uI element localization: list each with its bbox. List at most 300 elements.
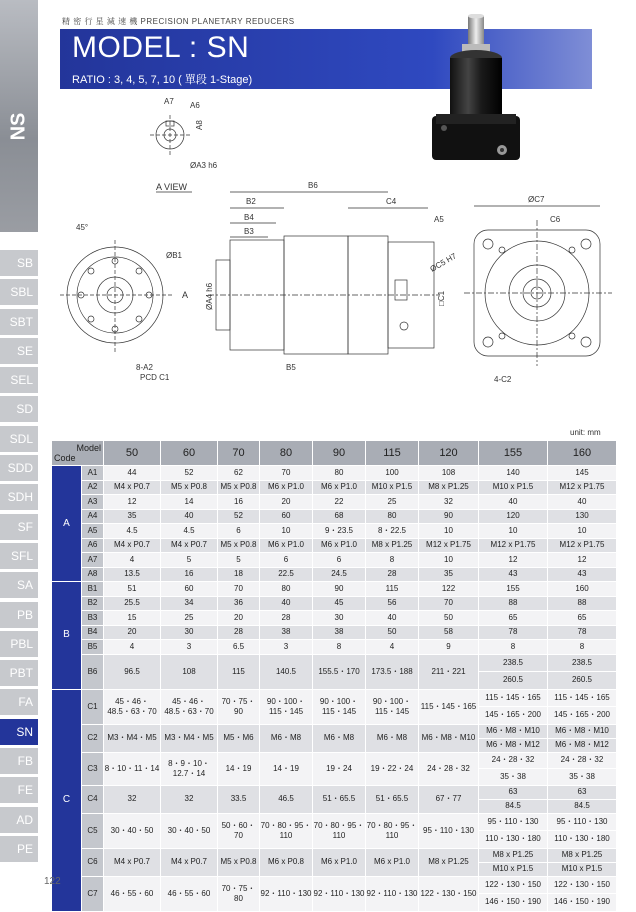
table-row-c1 xyxy=(52,689,617,724)
value-cell: 115 xyxy=(218,654,260,689)
value-cell: 70 xyxy=(260,466,313,481)
value-cell: 78 xyxy=(548,625,617,640)
value-cell: 8・10・11・14 xyxy=(104,752,161,785)
value-cell xyxy=(548,876,617,911)
label-c6: C6 xyxy=(550,215,561,224)
table-row-a7 xyxy=(52,553,617,568)
value-cell: 80 xyxy=(366,509,419,524)
page-subtitle: 精 密 行 星 減 速 機 PRECISION PLANETARY REDUCERS xyxy=(62,17,295,26)
value-cell: 44 xyxy=(104,466,161,481)
value-cell: 56 xyxy=(366,596,419,611)
value-cell: M6・M8 xyxy=(366,724,419,752)
value-cell: 108 xyxy=(161,654,218,689)
model-header-155: 155 xyxy=(479,441,548,466)
value-cell: M4 x P0.7 xyxy=(161,848,218,876)
sidebar-item-sdl[interactable]: SDL xyxy=(0,426,38,452)
value-cell: 211・221 xyxy=(419,654,479,689)
table-row-c7 xyxy=(52,876,617,911)
model-header-60: 60 xyxy=(161,441,218,466)
sidebar-item-sf[interactable]: SF xyxy=(0,514,38,540)
code-cell: C3 xyxy=(82,752,104,785)
value-cell: 8 xyxy=(313,640,366,655)
flange-view-drawing xyxy=(429,195,613,384)
value-cell-part: M10 x P1.5 xyxy=(561,864,603,873)
value-cell xyxy=(548,724,617,752)
value-cell: 90・100・115・145 xyxy=(366,689,419,724)
value-cell xyxy=(479,848,548,876)
value-cell: 130 xyxy=(548,509,617,524)
label-c5: ØC5 H7 xyxy=(428,251,459,274)
value-cell: 90 xyxy=(313,582,366,597)
value-cell: 15 xyxy=(104,611,161,626)
value-cell: 45・46・48.5・63・70 xyxy=(161,689,218,724)
table-row-c6 xyxy=(52,848,617,876)
value-cell xyxy=(548,752,617,785)
value-cell-part: 122・130・150 xyxy=(548,877,616,895)
value-cell: M5 x P0.8 xyxy=(218,848,260,876)
value-cell: 30・40・50 xyxy=(161,813,218,848)
value-cell-part: 115・145・165 xyxy=(548,690,616,708)
label-a3: ØA3 h6 xyxy=(190,161,218,170)
value-cell: 90・100・115・145 xyxy=(313,689,366,724)
code-cell: B6 xyxy=(82,654,104,689)
code-cell: B5 xyxy=(82,640,104,655)
value-cell: 50 xyxy=(366,625,419,640)
value-cell: 70・75・80 xyxy=(218,876,260,911)
value-cell: 12 xyxy=(104,495,161,510)
value-cell: 46.5 xyxy=(260,785,313,813)
model-header-80: 80 xyxy=(260,441,313,466)
code-cell: A1 xyxy=(82,466,104,481)
value-cell: 36 xyxy=(218,596,260,611)
value-cell: 8 xyxy=(366,553,419,568)
value-cell: 38 xyxy=(260,625,313,640)
code-cell: C5 xyxy=(82,813,104,848)
value-cell: M8 x P1.25 xyxy=(419,480,479,495)
value-cell: 46・55・60 xyxy=(104,876,161,911)
ratio-text: RATIO : 3, 4, 5, 7, 10 ( 單段 1-Stage) xyxy=(72,74,253,86)
value-cell-part: 110・130・180 xyxy=(554,834,610,844)
label-pcd-a1: 8-A2 xyxy=(136,363,153,372)
value-cell: 160 xyxy=(548,582,617,597)
value-cell: M5 x P0.8 xyxy=(161,480,218,495)
value-cell: 68 xyxy=(313,509,366,524)
label-a: A xyxy=(182,290,189,300)
value-cell: M12 x P1.75 xyxy=(419,538,479,553)
value-cell: 19・22・24 xyxy=(366,752,419,785)
table-row-a1 xyxy=(52,466,617,481)
value-cell: 70・80・95・110 xyxy=(366,813,419,848)
unit-note: unit: mm xyxy=(570,428,601,437)
value-cell-part: M6・M8・M12 xyxy=(555,740,609,749)
value-cell: M8 x P1.25 xyxy=(366,538,419,553)
value-cell xyxy=(548,689,617,724)
value-cell: 70・80・95・110 xyxy=(313,813,366,848)
value-cell: 10 xyxy=(479,524,548,539)
value-cell: M4 x P0.7 xyxy=(104,848,161,876)
sidebar-item-pbt[interactable]: PBT xyxy=(0,660,38,686)
value-cell: 115・145・165 xyxy=(419,689,479,724)
value-cell: 35 xyxy=(104,509,161,524)
value-cell: 20 xyxy=(104,625,161,640)
value-cell: 10 xyxy=(548,524,617,539)
value-cell-part: 63 xyxy=(479,786,547,800)
value-cell-part: 238.5 xyxy=(479,655,547,673)
value-cell: 108 xyxy=(419,466,479,481)
value-cell: 122・130・150 xyxy=(419,876,479,911)
value-cell: 51・65.5 xyxy=(313,785,366,813)
label-a4: ØA4 h6 xyxy=(205,282,214,310)
value-cell: 8 xyxy=(548,640,617,655)
group-label-a: A xyxy=(52,466,82,582)
code-cell: A8 xyxy=(82,567,104,582)
value-cell-part: M6・M8・M12 xyxy=(486,740,540,749)
sidebar-item-fa[interactable]: FA xyxy=(0,689,38,715)
value-cell: M6 x P0.8 xyxy=(260,848,313,876)
label-b1: ØB1 xyxy=(166,251,183,260)
model-header-120: 120 xyxy=(419,441,479,466)
code-cell: A2 xyxy=(82,480,104,495)
value-cell: 25.5 xyxy=(104,596,161,611)
value-cell-part: 24・28・32 xyxy=(548,753,616,770)
code-cell: B1 xyxy=(82,582,104,597)
value-cell: 46・55・60 xyxy=(161,876,218,911)
value-cell-part: 84.5 xyxy=(574,801,590,810)
value-cell xyxy=(479,752,548,785)
value-cell: 5 xyxy=(218,553,260,568)
table-row-a2 xyxy=(52,480,617,495)
value-cell: 10 xyxy=(419,524,479,539)
value-cell: 70・80・95・110 xyxy=(260,813,313,848)
value-cell: 9 xyxy=(419,640,479,655)
value-cell: 70・75・90 xyxy=(218,689,260,724)
model-header-70: 70 xyxy=(218,441,260,466)
sidebar-item-se[interactable]: SE xyxy=(0,338,38,364)
value-cell: 28 xyxy=(260,611,313,626)
code-cell: A6 xyxy=(82,538,104,553)
value-cell: 40 xyxy=(548,495,617,510)
value-cell: 67・77 xyxy=(419,785,479,813)
value-cell: 50・60・70 xyxy=(218,813,260,848)
table-row-b1 xyxy=(52,582,617,597)
sidebar-item-sdd[interactable]: SDD xyxy=(0,455,38,481)
value-cell: 3 xyxy=(161,640,218,655)
value-cell-part: 35・38 xyxy=(500,771,526,781)
value-cell xyxy=(548,654,617,689)
value-cell xyxy=(479,785,548,813)
value-cell: 24・28・32 xyxy=(419,752,479,785)
value-cell: 25 xyxy=(366,495,419,510)
value-cell: 5 xyxy=(161,553,218,568)
code-cell: C6 xyxy=(82,848,104,876)
value-cell-part: M8 x P1.25 xyxy=(548,849,616,863)
value-cell: M4 x P0.7 xyxy=(104,538,161,553)
value-cell: 52 xyxy=(218,509,260,524)
value-cell: 8 xyxy=(479,640,548,655)
sidebar-item-pe[interactable]: PE xyxy=(0,836,38,862)
value-cell: 140 xyxy=(479,466,548,481)
value-cell xyxy=(479,876,548,911)
value-cell-part: 145・165・200 xyxy=(484,710,542,720)
value-cell: 4.5 xyxy=(104,524,161,539)
label-c4: C4 xyxy=(386,197,397,206)
value-cell: 32 xyxy=(419,495,479,510)
value-cell: M6 x P1.0 xyxy=(313,848,366,876)
code-cell: B3 xyxy=(82,611,104,626)
value-cell: 95・110・130 xyxy=(419,813,479,848)
value-cell: 115 xyxy=(366,582,419,597)
sidebar-item-sd[interactable]: SD xyxy=(0,396,38,422)
table-row-a4 xyxy=(52,509,617,524)
front-view-drawing xyxy=(60,223,183,382)
value-cell: 60 xyxy=(161,582,218,597)
sidebar-header xyxy=(0,0,38,232)
sidebar-item-pb[interactable]: PB xyxy=(0,602,38,628)
label-b5: B5 xyxy=(286,363,296,372)
table-row-a8 xyxy=(52,567,617,582)
value-cell: 6 xyxy=(218,524,260,539)
value-cell: 20 xyxy=(260,495,313,510)
value-cell: M6 x P1.0 xyxy=(366,848,419,876)
code-cell: C2 xyxy=(82,724,104,752)
value-cell: 30 xyxy=(161,625,218,640)
value-cell xyxy=(479,813,548,848)
value-cell-part: M6・M8・M10 xyxy=(479,725,547,739)
value-cell: M6・M8 xyxy=(260,724,313,752)
value-cell: 4 xyxy=(104,640,161,655)
value-cell-part: 115・145・165 xyxy=(479,690,547,708)
label-b2: B2 xyxy=(246,197,256,206)
value-cell: M5・M6 xyxy=(218,724,260,752)
value-cell: M4 x P0.7 xyxy=(161,538,218,553)
value-cell: 8・9・10・12.7・14 xyxy=(161,752,218,785)
value-cell: 43 xyxy=(479,567,548,582)
value-cell: 4 xyxy=(104,553,161,568)
value-cell: M5 x P0.8 xyxy=(218,538,260,553)
value-cell: 120 xyxy=(479,509,548,524)
value-cell: 140.5 xyxy=(260,654,313,689)
code-cell: A4 xyxy=(82,509,104,524)
value-cell: M6・M8 xyxy=(313,724,366,752)
code-cell: C1 xyxy=(82,689,104,724)
value-cell: 14 xyxy=(161,495,218,510)
code-cell: C7 xyxy=(82,876,104,911)
value-cell-part: 260.5 xyxy=(571,675,593,685)
value-cell: 40 xyxy=(366,611,419,626)
value-cell: 70 xyxy=(419,596,479,611)
group-label-b: B xyxy=(52,582,82,690)
value-cell: 51 xyxy=(104,582,161,597)
value-cell: 8・22.5 xyxy=(366,524,419,539)
label-b4: B4 xyxy=(244,213,254,222)
value-cell-part: 24・28・32 xyxy=(479,753,547,770)
value-cell: 12 xyxy=(479,553,548,568)
model-header-50: 50 xyxy=(104,441,161,466)
table-row-c2 xyxy=(52,724,617,752)
value-cell-part: 238.5 xyxy=(548,655,616,673)
label-c7: ØC7 xyxy=(528,195,545,204)
value-cell: M6 x P1.0 xyxy=(260,480,313,495)
value-cell: M6 x P1.0 xyxy=(313,480,366,495)
value-cell: 14・19 xyxy=(260,752,313,785)
value-cell: 60 xyxy=(260,509,313,524)
code-cell: C4 xyxy=(82,785,104,813)
value-cell: 45・46・48.5・63・70 xyxy=(104,689,161,724)
value-cell: 122 xyxy=(419,582,479,597)
value-cell: 92・110・130 xyxy=(260,876,313,911)
value-cell: 96.5 xyxy=(104,654,161,689)
table-row-b5 xyxy=(52,640,617,655)
table-row-a6 xyxy=(52,538,617,553)
code-cell: B4 xyxy=(82,625,104,640)
value-cell: 92・110・130 xyxy=(366,876,419,911)
value-cell: 16 xyxy=(161,567,218,582)
sidebar-item-fe[interactable]: FE xyxy=(0,777,38,803)
value-cell: 25 xyxy=(161,611,218,626)
sidebar-item-fb[interactable]: FB xyxy=(0,748,38,774)
label-b6: B6 xyxy=(308,181,318,190)
value-cell: 22.5 xyxy=(260,567,313,582)
value-cell: 65 xyxy=(548,611,617,626)
value-cell-part: 122・130・150 xyxy=(479,877,547,895)
value-cell: 35 xyxy=(419,567,479,582)
label-a8: A8 xyxy=(195,120,204,130)
value-cell: M6 x P1.0 xyxy=(313,538,366,553)
value-cell: 45 xyxy=(313,596,366,611)
value-cell: 3 xyxy=(260,640,313,655)
label-8-a2: PCD C1 xyxy=(140,373,170,382)
table-row-c5 xyxy=(52,813,617,848)
value-cell: 40 xyxy=(479,495,548,510)
table-header-row xyxy=(52,441,617,466)
value-cell: 145 xyxy=(548,466,617,481)
value-cell: 155 xyxy=(479,582,548,597)
value-cell: 33.5 xyxy=(218,785,260,813)
value-cell-part: 95・110・130 xyxy=(479,814,547,832)
side-view-drawing xyxy=(182,181,446,372)
value-cell xyxy=(548,848,617,876)
sidebar-item-sb[interactable]: SB xyxy=(0,250,38,276)
sidebar-item-sel[interactable]: SEL xyxy=(0,367,38,393)
sidebar-item-sbt[interactable]: SBT xyxy=(0,309,38,335)
sidebar-item-sn[interactable]: SN xyxy=(0,719,38,745)
sidebar-item-sa[interactable]: SA xyxy=(0,572,38,598)
value-cell xyxy=(479,689,548,724)
value-cell: 14・19 xyxy=(218,752,260,785)
value-cell: M3・M4・M5 xyxy=(161,724,218,752)
label-a5: A5 xyxy=(434,215,444,224)
value-cell: 24.5 xyxy=(313,567,366,582)
model-header-160: 160 xyxy=(548,441,617,466)
table-row-a3 xyxy=(52,495,617,510)
a-view-label: A VIEW xyxy=(156,182,188,192)
value-cell: 30 xyxy=(313,611,366,626)
value-cell: M8 x P1.25 xyxy=(419,848,479,876)
value-cell: 6.5 xyxy=(218,640,260,655)
value-cell: 32 xyxy=(104,785,161,813)
table-corner: Model Code xyxy=(52,441,104,466)
table-row-c4 xyxy=(52,785,617,813)
value-cell-part: M6・M8・M10 xyxy=(548,725,616,739)
label-45deg: 45° xyxy=(76,223,89,232)
a-view-drawing xyxy=(150,97,218,192)
page-number: 122 xyxy=(44,876,61,887)
code-cell: A7 xyxy=(82,553,104,568)
label-pcd-c1: 4-C2 xyxy=(494,375,512,384)
value-cell: 13.5 xyxy=(104,567,161,582)
value-cell: 32 xyxy=(161,785,218,813)
value-cell: M12 x P1.75 xyxy=(548,538,617,553)
value-cell: 70 xyxy=(218,582,260,597)
sidebar-item-sbl[interactable]: SBL xyxy=(0,279,38,305)
dimension-drawing xyxy=(40,90,636,420)
value-cell: 80 xyxy=(260,582,313,597)
value-cell-part: 146・150・190 xyxy=(553,897,611,907)
value-cell: 10 xyxy=(260,524,313,539)
value-cell: 4.5 xyxy=(161,524,218,539)
sidebar-item-sfl[interactable]: SFL xyxy=(0,543,38,569)
sidebar-item-ad[interactable]: AD xyxy=(0,807,38,833)
code-cell: A3 xyxy=(82,495,104,510)
value-cell-part: 146・150・190 xyxy=(484,897,542,907)
value-cell: M4 x P0.7 xyxy=(104,480,161,495)
value-cell-part: 95・110・130 xyxy=(548,814,616,832)
value-cell: 51・65.5 xyxy=(366,785,419,813)
table-row-c3 xyxy=(52,752,617,785)
value-cell: 9・23.5 xyxy=(313,524,366,539)
value-cell-part: 63 xyxy=(548,786,616,800)
code-cell: A5 xyxy=(82,524,104,539)
value-cell: M10 x P1.5 xyxy=(479,480,548,495)
model-header-90: 90 xyxy=(313,441,366,466)
value-cell: 20 xyxy=(218,611,260,626)
sidebar-item-pbl[interactable]: PBL xyxy=(0,631,38,657)
value-cell: 88 xyxy=(479,596,548,611)
value-cell: M12 x P1.75 xyxy=(548,480,617,495)
value-cell: 6 xyxy=(313,553,366,568)
value-cell: 80 xyxy=(313,466,366,481)
value-cell: 90 xyxy=(419,509,479,524)
value-cell xyxy=(479,724,548,752)
value-cell-part: M10 x P1.5 xyxy=(492,864,534,873)
code-cell: B2 xyxy=(82,596,104,611)
spec-table xyxy=(51,440,617,912)
label-a6: A6 xyxy=(190,101,200,110)
value-cell: 90・100・115・145 xyxy=(260,689,313,724)
model-header-115: 115 xyxy=(366,441,419,466)
value-cell: 38 xyxy=(313,625,366,640)
value-cell: M6 x P1.0 xyxy=(260,538,313,553)
value-cell xyxy=(548,813,617,848)
value-cell: 155.5・170 xyxy=(313,654,366,689)
value-cell xyxy=(479,654,548,689)
value-cell: 12 xyxy=(548,553,617,568)
value-cell: 173.5・188 xyxy=(366,654,419,689)
value-cell-part: 145・165・200 xyxy=(553,710,611,720)
value-cell: 92・110・130 xyxy=(313,876,366,911)
label-b3: B3 xyxy=(244,227,254,236)
sidebar-item-sdh[interactable]: SDH xyxy=(0,484,38,510)
value-cell: 34 xyxy=(161,596,218,611)
value-cell-part: 110・130・180 xyxy=(485,834,541,844)
value-cell: 30・40・50 xyxy=(104,813,161,848)
series-code: NS xyxy=(7,112,30,140)
value-cell: 22 xyxy=(313,495,366,510)
value-cell: 10 xyxy=(419,553,479,568)
value-cell: 40 xyxy=(161,509,218,524)
value-cell: M10 x P1.5 xyxy=(366,480,419,495)
value-cell: 58 xyxy=(419,625,479,640)
